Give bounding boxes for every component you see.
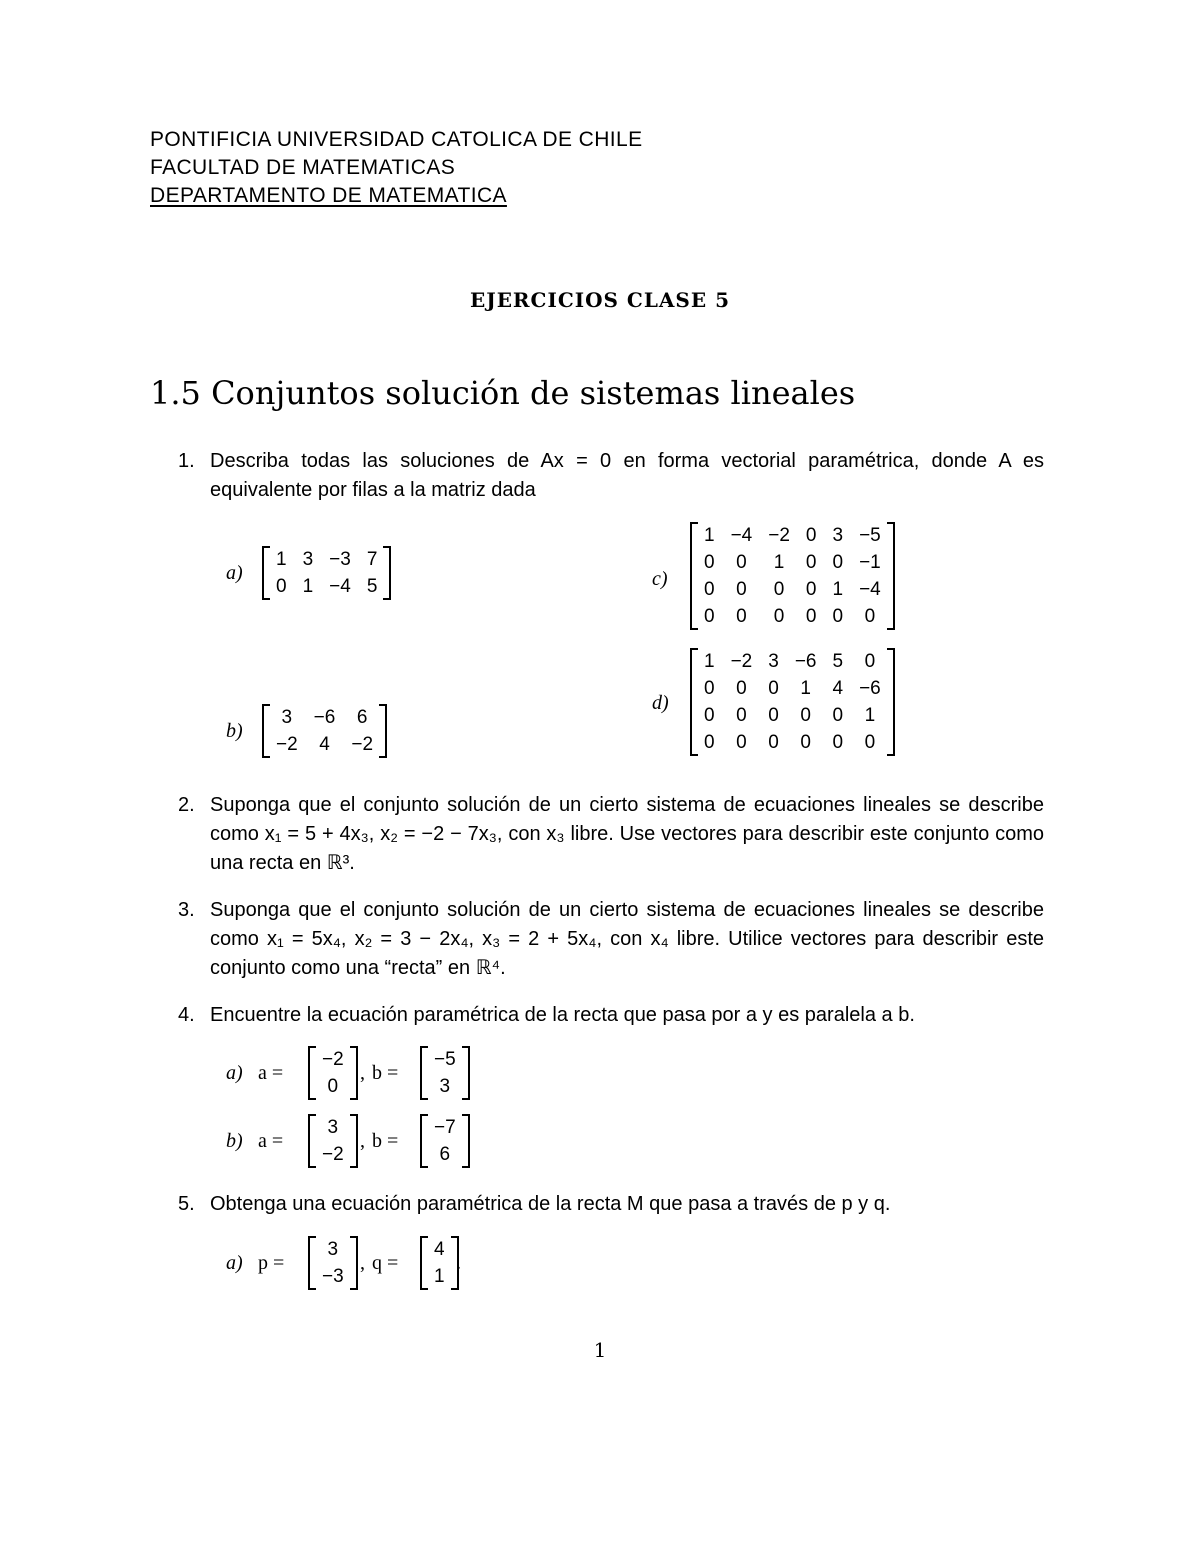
matrix-cell: 5 <box>832 650 844 672</box>
part-label: a) <box>226 1062 243 1084</box>
page-number: 1 <box>593 1338 607 1362</box>
matrix-cell: 5 <box>366 575 378 597</box>
matrix-cell: −4 <box>859 578 881 600</box>
vector-cell: −3 <box>322 1265 344 1287</box>
matrix-cell: 0 <box>704 704 715 726</box>
matrix-cell: 0 <box>800 704 811 726</box>
matrix-cell: 1 <box>864 704 876 726</box>
part-label: a) <box>226 562 243 584</box>
matrix-cell: 0 <box>736 578 747 600</box>
vector-cell: 4 <box>434 1238 445 1260</box>
vector-cell: −7 <box>434 1116 456 1138</box>
matrix-1b <box>262 704 387 758</box>
matrix-cell: 1 <box>832 578 844 600</box>
matrix-cell: −6 <box>794 650 817 672</box>
matrix-cell: 0 <box>768 704 779 726</box>
vector-cell: 3 <box>327 1238 339 1260</box>
vector-cell: 6 <box>439 1143 451 1165</box>
header-faculty: FACULTAD DE MATEMATICAS <box>150 156 456 179</box>
problem-2 <box>178 791 1044 878</box>
matrix-cell: 0 <box>864 650 876 672</box>
matrix-cell: 0 <box>736 704 747 726</box>
part-label: b) <box>226 1130 243 1152</box>
vector-4a-b <box>420 1046 470 1100</box>
matrix-cell: 0 <box>805 605 817 627</box>
matrix-cell: −2 <box>730 650 753 672</box>
vector-cell: 3 <box>439 1075 451 1097</box>
matrix-cell: 0 <box>805 578 817 600</box>
problem-number: 5. <box>178 1193 195 1215</box>
matrix-cell: 0 <box>704 731 715 753</box>
matrix-cell: −4 <box>730 524 753 546</box>
matrix-cell: 1 <box>302 575 314 597</box>
vector-5a-q <box>420 1236 459 1290</box>
part-label: b) <box>226 720 243 742</box>
matrix-cell: 0 <box>832 704 844 726</box>
exercise-subtitle: EJERCICIOS CLASE 5 <box>469 288 730 312</box>
matrix-cell: −1 <box>859 551 881 573</box>
vector-name: b = <box>372 1062 399 1084</box>
problem-5 <box>178 1190 1044 1219</box>
problem-text: Obtenga una ecuación paramétrica de la recta M que pasa a través de p y q. <box>210 1193 891 1215</box>
matrix-cell: 4 <box>319 733 330 755</box>
vector-4b-a <box>308 1114 358 1168</box>
matrix-cell: 0 <box>736 551 747 573</box>
matrix-cell: −2 <box>276 733 298 755</box>
matrix-cell: 0 <box>832 551 844 573</box>
matrix-cell: 4 <box>832 677 844 699</box>
matrix-cell: 1 <box>704 524 715 546</box>
problem-text: Suponga que el conjunto solución de un cierto sistema de ecuaciones lineales se describe como x₁ = 5 + 4x₃, x₂ = −2 − 7x₃, con x₃ libre. Use vectores para describir este conjunto como una recta en ℝ³. <box>210 794 1044 874</box>
matrix-cell: 1 <box>800 677 811 699</box>
matrix-cell: 0 <box>736 731 747 753</box>
matrix-1a <box>262 546 391 600</box>
matrix-cell: 0 <box>704 605 715 627</box>
separator: , <box>360 1062 365 1084</box>
matrix-cell: 0 <box>704 677 715 699</box>
matrix-cell: 0 <box>736 605 747 627</box>
problem-number: 3. <box>178 899 195 921</box>
vector-cell: 0 <box>327 1075 339 1097</box>
vector-4b-b <box>420 1114 470 1168</box>
vector-4a-a <box>308 1046 358 1100</box>
vector-cell: 1 <box>434 1265 445 1287</box>
matrix-cell: 0 <box>864 605 876 627</box>
vector-cell: −2 <box>322 1048 344 1070</box>
vector-cell: −2 <box>322 1143 344 1165</box>
matrix-cell: 1 <box>704 650 715 672</box>
vector-name: a = <box>258 1130 284 1152</box>
problem-3 <box>178 896 1044 983</box>
matrix-cell: 3 <box>768 650 779 672</box>
separator: , <box>360 1130 365 1152</box>
matrix-cell: 0 <box>800 731 811 753</box>
problem-4 <box>178 1001 1044 1030</box>
vector-cell: −5 <box>434 1048 456 1070</box>
matrix-cell: 3 <box>281 706 293 728</box>
matrix-cell: 0 <box>832 731 844 753</box>
separator: , <box>360 1252 365 1274</box>
matrix-cell: −6 <box>313 706 336 728</box>
header-department: DEPARTAMENTO DE MATEMATICA <box>150 184 507 207</box>
matrix-cell: 0 <box>773 578 785 600</box>
matrix-cell: 0 <box>276 575 287 597</box>
matrix-cell: −4 <box>329 575 351 597</box>
matrix-cell: 0 <box>736 677 747 699</box>
matrix-cell: 0 <box>805 524 817 546</box>
section-title: 1.5 Conjuntos solución de sistemas lineales <box>150 374 856 412</box>
vector-name: p = <box>258 1252 285 1274</box>
part-label: d) <box>652 692 669 714</box>
matrix-cell: 0 <box>768 731 779 753</box>
matrix-cell: 3 <box>302 548 314 570</box>
matrix-cell: 0 <box>704 551 715 573</box>
problem-number: 2. <box>178 794 195 816</box>
problem-1 <box>178 447 1044 505</box>
vector-name: q = <box>372 1252 399 1274</box>
vector-cell: 3 <box>327 1116 339 1138</box>
problem-number: 1. <box>178 450 195 472</box>
matrix-cell: 6 <box>356 706 368 728</box>
vector-5a-p <box>308 1236 358 1290</box>
matrix-cell: 3 <box>832 524 844 546</box>
matrix-cell: 1 <box>276 548 287 570</box>
problem-text: Encuentre la ecuación paramétrica de la recta que pasa por a y es paralela a b. <box>210 1004 915 1026</box>
vector-name: b = <box>372 1130 399 1152</box>
matrix-cell: −5 <box>859 524 881 546</box>
matrix-cell: −2 <box>351 733 374 755</box>
matrix-1d <box>690 648 895 756</box>
end-period: . <box>456 1252 461 1274</box>
problem-text: Describa todas las soluciones de Ax = 0 en forma vectorial paramétrica, donde A es equivalente por filas a la matriz dada <box>210 450 1044 501</box>
matrix-cell: −3 <box>329 548 351 570</box>
problem-text: Suponga que el conjunto solución de un cierto sistema de ecuaciones lineales se describe como x₁ = 5x₄, x₂ = 3 − 2x₄, x₃ = 2 + 5x₄, con x₄ libre. Utilice vectores para describir este conjunto como una “recta” en ℝ⁴. <box>210 899 1044 979</box>
matrix-1c <box>690 522 895 630</box>
matrix-cell: 0 <box>768 677 779 699</box>
problem-number: 4. <box>178 1004 195 1026</box>
matrix-cell: 1 <box>773 551 785 573</box>
matrix-cell: 0 <box>832 605 844 627</box>
part-label: a) <box>226 1252 243 1274</box>
part-label: c) <box>652 568 668 590</box>
header-university: PONTIFICIA UNIVERSIDAD CATOLICA DE CHILE <box>150 128 643 151</box>
matrix-cell: 0 <box>864 731 876 753</box>
matrix-cell: 0 <box>704 578 715 600</box>
matrix-cell: −2 <box>768 524 790 546</box>
matrix-cell: 7 <box>366 548 378 570</box>
vector-name: a = <box>258 1062 284 1084</box>
matrix-cell: −6 <box>859 677 881 699</box>
matrix-cell: 0 <box>805 551 817 573</box>
matrix-cell: 0 <box>773 605 785 627</box>
